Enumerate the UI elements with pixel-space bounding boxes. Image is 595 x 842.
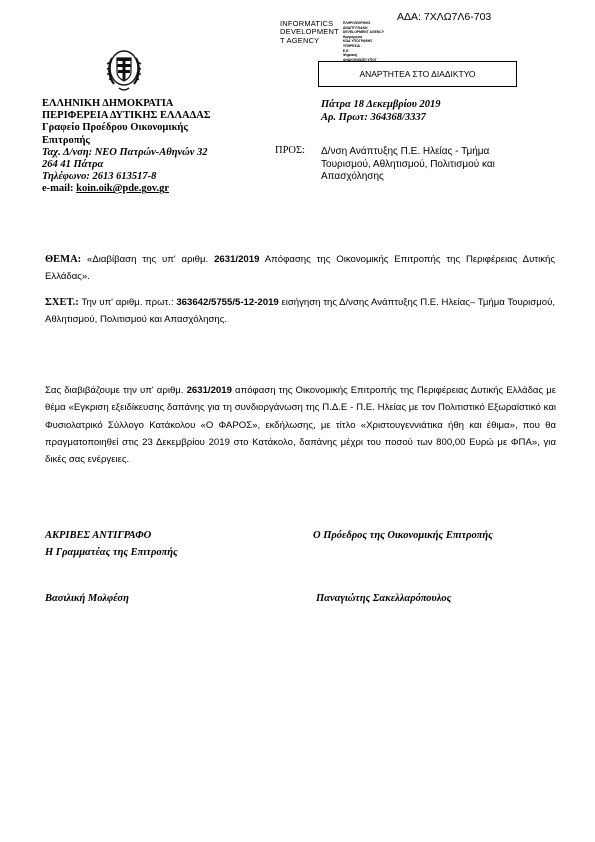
sender-block bbox=[42, 98, 211, 196]
phone: Τηλέφωνο: 2613 613517-8 bbox=[42, 171, 157, 183]
body-paragraph: Σας διαβιβάζουμε την υπ' αριθμ. 2631/2019 απόφαση της Οικονομικής Επιτροπής της Περιφέρειας Δυτικής Ελλάδας με θέμα «Εγκριση εξειδίκευσης δαπάνης για τη συνδιοργάνωση της Π.Δ.Ε - Π.Ε. Ηλείας με τον Πολιτιστικό Εξωραϊστικό και Φυσιολατρικό Σύλλογο Κατάκολου «Ο ΦΑΡΟΣ», εκδήλωσης, με τίτλο «Χριστουγεννιάτικα ήθη και έθιμα», που θα πραγματοποιηθεί στις 23 Δεκεμβρίου 2019 στο Κατάκολο, δαπάνης μέχρι του ποσού των 800,00 Ευρώ με ΦΠΑ», για δικές σας ενέργειες. bbox=[45, 385, 556, 466]
publish-online-box: ΑΝΑΡΤΗΤΕΑ ΣΤΟ ΔΙΑΔΙΚΤΥΟ bbox=[318, 61, 517, 87]
subject: ΘΕΜΑ: «Διαβίβαση της υπ' αριθμ. 2631/2019 Απόφασης της Οικονομικής Επιτροπής της Περιφέρειας Δυτικής Ελλάδας». bbox=[45, 254, 555, 283]
decision-number: 2631/2019 bbox=[186, 385, 232, 396]
informatics-agency-logo bbox=[280, 20, 384, 62]
office-cont: Επιτροπής bbox=[42, 134, 90, 146]
email-link[interactable]: koin.oik@pde.gov.gr bbox=[76, 183, 170, 195]
date: Πάτρα 18 Δεκεμβρίου 2019 bbox=[321, 99, 441, 110]
email-line: e-mail: koin.oik@pde.gov.gr bbox=[42, 183, 170, 195]
postcode-city: 264 41 Πάτρα bbox=[42, 159, 104, 171]
reference-number: 363642/5755/5-12-2019 bbox=[176, 297, 279, 308]
region: ΠΕΡΙΦΕΡΕΙΑ ΔΥΤΙΚΗΣ ΕΛΛΑΔΑΣ bbox=[42, 110, 211, 122]
logo-small-text: ΠΛΗΡΟΦΟΡΙΚΗΣ ΑΝΑΠΤΥΞΙΑΚΗ DEVELOPMENT AGENCY Ημερομηνία ΚΩΔ ΥΠΟΓΡΑΦΗΣ ΥΠΗΡΕΣΙΑ Ε.Ε. Ψηφιακή ΑΝΑΚΟΙΝΩΣΕΙ ΥΠΟΓ bbox=[342, 21, 385, 62]
secretary-title: Η Γραμματέας της Επιτροπής bbox=[45, 547, 178, 558]
president-title: Ο Πρόεδρος της Οικονομικής Επιτροπής bbox=[313, 530, 493, 541]
ada-code: ΑΔΑ: 7ΧΛΩ7Λ6-703 bbox=[397, 11, 492, 23]
reference-label: ΣΧΕΤ.: bbox=[45, 297, 79, 308]
subject-label: ΘΕΜΑ: bbox=[45, 254, 82, 265]
decision-number: 2631/2019 bbox=[214, 254, 260, 265]
country: ΕΛΛΗΝΙΚΗ ΔΗΜΟΚΡΑΤΙΑ bbox=[42, 98, 174, 109]
date-protocol bbox=[321, 99, 441, 124]
logo-line: DEVELOPMENT bbox=[280, 27, 339, 37]
to-label: ΠΡΟΣ: bbox=[275, 145, 306, 156]
true-copy-label: ΑΚΡΙΒΕΣ ΑΝΤΙΓΡΑΦΟ bbox=[45, 530, 152, 541]
recipient: Δ/νση Ανάπτυξης Π.Ε. Ηλείας - Τμήμα Τουρισμού, Αθλητισμού, Πολιτισμού και Απασχόλησης bbox=[321, 146, 495, 182]
address: Ταχ. Δ/νση: ΝΕΟ Πατρών-Αθηνών 32 bbox=[42, 146, 208, 158]
reference: ΣΧΕΤ.: Την υπ' αριθμ. πρωτ.: 363642/5755/5-12-2019 εισήγηση της Δ/νσης Ανάπτυξης Π.Ε. Ηλείας– Τμήμα Τουρισμού, Αθλητισμού, Πολιτισμού και Απασχόλησης. bbox=[45, 297, 556, 326]
secretary-name: Βασιλική Μολφέση bbox=[45, 593, 129, 604]
office: Γραφείο Προέδρου Οικονομικής bbox=[42, 122, 188, 134]
president-name: Παναγιώτης Σακελλαρόπουλος bbox=[316, 593, 452, 604]
greek-emblem-icon bbox=[104, 46, 144, 92]
protocol-number: Αρ. Πρωτ: 364368/3337 bbox=[321, 111, 426, 123]
logo-line: INFORMATICS bbox=[280, 19, 334, 28]
logo-line: T AGENCY bbox=[280, 35, 320, 45]
